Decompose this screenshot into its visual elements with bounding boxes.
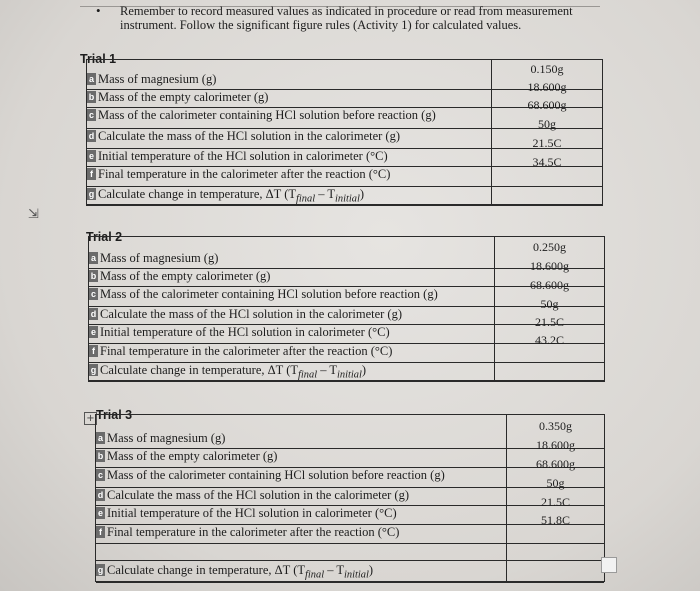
row-letter: b (90, 271, 97, 281)
row-label: Mass of the calorimeter containing HCl solution before reaction (g) (100, 287, 438, 301)
row-label: Calculate change in temperature, ΔT (T (98, 187, 296, 201)
row-letter: c (90, 289, 96, 299)
value-cell[interactable]: 18.600g (536, 438, 575, 452)
row-letter: g (88, 189, 95, 199)
checkbox[interactable] (601, 557, 617, 573)
row-label: Initial temperature of the HCl solution in calorimeter (°C) (98, 149, 388, 163)
instructions-line-1: Remember to record measured values as indicated in procedure or read from measurement (120, 4, 573, 18)
trial-2-title: Trial 2 (86, 230, 123, 244)
row-label-end: ) (359, 187, 365, 201)
subscript-initial: initial (344, 569, 369, 581)
value-cell[interactable]: 50g (540, 297, 559, 311)
row-label-mid: – T (317, 363, 338, 377)
row-label: Mass of magnesium (g) (100, 251, 219, 265)
value-cell[interactable]: 18.600g (527, 80, 567, 94)
row-letter: b (88, 92, 95, 102)
value-cell[interactable]: 68.600g (530, 278, 569, 292)
row-letter: f (87, 168, 96, 180)
row-label: Final temperature in the calorimeter after the reaction (°C) (100, 344, 393, 358)
row-letter: d (88, 131, 95, 141)
row-letter: a (97, 433, 103, 443)
value-cell[interactable]: 51.8C (540, 513, 570, 527)
value-cell[interactable]: 34.5C (532, 155, 562, 169)
row-label: Mass of the calorimeter containing HCl solution before reaction (g) (98, 108, 436, 122)
row-letter: f (96, 526, 105, 538)
row-label: Mass of the empty calorimeter (g) (98, 90, 269, 104)
trial-3-values (507, 415, 604, 581)
row-label: Calculate the mass of the HCl solution in the calorimeter (g) (107, 488, 410, 502)
row-label-end: ) (368, 563, 374, 577)
row-label: Calculate change in temperature, ΔT (T (107, 563, 305, 577)
row-label-mid: – T (315, 187, 336, 201)
value-cell[interactable]: 0.350g (539, 419, 572, 433)
row-label: Mass of the calorimeter containing HCl solution before reaction (g) (107, 468, 445, 482)
value-cell[interactable]: 21.5C (534, 315, 564, 329)
value-cell[interactable]: 18.600g (530, 259, 569, 273)
instructions-note (96, 4, 576, 32)
row-label: Initial temperature of the HCl solution in calorimeter (°C) (100, 325, 390, 339)
row-label: Mass of magnesium (g) (98, 72, 217, 86)
row-letter: e (90, 327, 96, 337)
row-letter: c (88, 110, 94, 120)
row-letter: d (97, 490, 104, 500)
subscript-initial: initial (337, 369, 362, 381)
value-cell[interactable]: 43.2C (534, 333, 564, 347)
table-move-icon[interactable]: + (84, 412, 97, 425)
row-label-end: ) (361, 363, 367, 377)
trial-1-title: Trial 1 (80, 52, 117, 66)
row-label: Mass of magnesium (g) (107, 431, 226, 445)
value-cell[interactable]: 0.250g (533, 240, 566, 254)
row-letter: c (97, 470, 103, 480)
row-letter: d (90, 309, 97, 319)
row-letter: f (89, 345, 98, 357)
trial-3-table (95, 414, 605, 582)
bullet: • (96, 3, 101, 18)
row-label: Calculate the mass of the HCl solution in the calorimeter (g) (100, 307, 403, 321)
row-letter: e (88, 151, 94, 161)
value-cell[interactable]: 50g (546, 476, 565, 490)
row-label-mid: – T (324, 563, 345, 577)
row-label: Initial temperature of the HCl solution in calorimeter (°C) (107, 506, 397, 520)
trial-1-table (86, 59, 603, 206)
instructions-line-2: instrument. Follow the significant figure rules (Activity 1) for calculated values. (120, 18, 522, 32)
trial-1-values (492, 60, 602, 205)
value-cell[interactable]: 68.600g (536, 457, 575, 471)
value-cell[interactable]: 50g (538, 117, 556, 131)
row-label: Final temperature in the calorimeter after the reaction (°C) (98, 167, 391, 181)
subscript-initial: initial (335, 193, 360, 205)
row-letter: a (90, 253, 96, 263)
value-cell[interactable]: 0.150g (530, 62, 564, 76)
subscript-final: final (305, 569, 325, 581)
subscript-final: final (298, 369, 318, 381)
row-label: Mass of the empty calorimeter (g) (100, 269, 271, 283)
value-cell[interactable]: 21.5C (532, 136, 562, 150)
row-letter: e (97, 508, 103, 518)
trial-2-values (495, 237, 604, 381)
row-letter: a (88, 74, 94, 84)
row-letter: b (97, 451, 104, 461)
row-label: Calculate change in temperature, ΔT (T (100, 363, 298, 377)
trial-3-title: Trial 3 (96, 408, 133, 422)
row-label: Final temperature in the calorimeter after the reaction (°C) (107, 525, 400, 539)
subscript-final: final (296, 193, 316, 205)
row-letter: g (90, 365, 97, 375)
row-label: Mass of the empty calorimeter (g) (107, 449, 278, 463)
value-cell[interactable]: 68.600g (527, 98, 567, 112)
trial-2-table (88, 236, 605, 382)
row-letter: g (97, 565, 104, 575)
cursor-icon: ⇲ (28, 207, 39, 222)
row-label: Calculate the mass of the HCl solution in the calorimeter (g) (98, 129, 401, 143)
value-cell[interactable]: 21.5C (540, 495, 570, 509)
